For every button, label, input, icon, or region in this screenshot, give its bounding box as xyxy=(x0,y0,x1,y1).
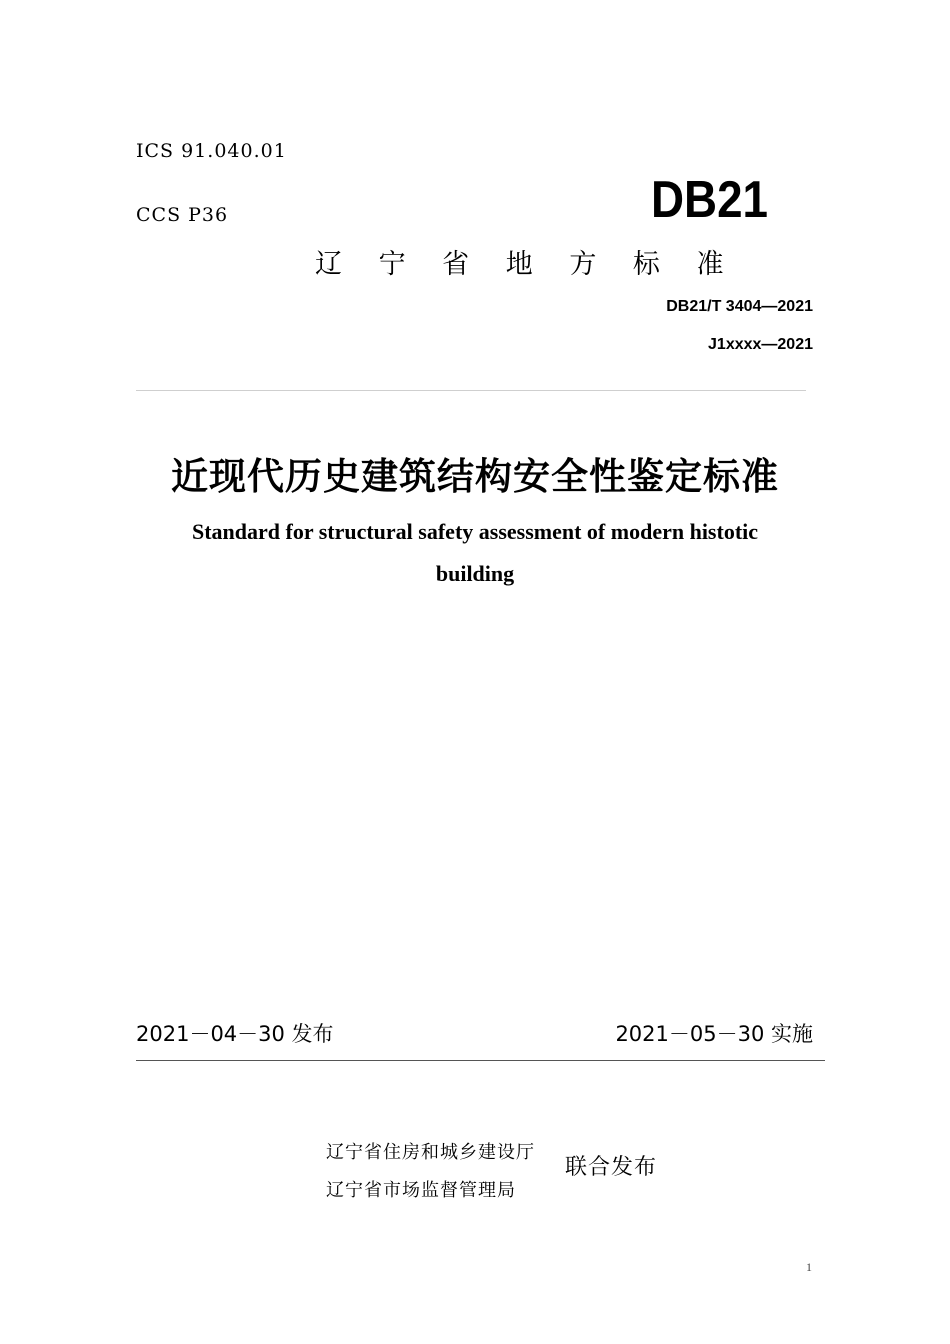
document-title-english-line1: Standard for structural safety assessment of modern histotic xyxy=(191,519,759,544)
page-number: 1 xyxy=(806,1260,812,1274)
record-number: J1xxxx—2021 xyxy=(708,336,813,353)
joint-publication-label: 联合发布 xyxy=(565,1155,658,1180)
ccs-code: CCS P36 xyxy=(136,204,229,226)
province-standard-label: 辽 宁 省 地 方 标 准 xyxy=(315,249,738,280)
header-divider xyxy=(136,390,806,391)
issue-date: 2021－04－30 发布 xyxy=(136,1022,334,1046)
publisher-market-regulation: 辽宁省市场监督管理局 xyxy=(326,1180,516,1201)
publisher-housing-department: 辽宁省住房和城乡建设厅 xyxy=(326,1142,535,1163)
standard-number: DB21/T 3404—2021 xyxy=(666,298,813,315)
document-title-english-line2: building xyxy=(435,561,515,586)
document-title-chinese: 近现代历史建筑结构安全性鉴定标准 xyxy=(171,455,779,498)
ics-code: ICS 91.040.01 xyxy=(136,140,287,162)
db21-logo: DB21 xyxy=(651,171,768,229)
implementation-date: 2021－05－30 实施 xyxy=(615,1022,813,1046)
dates-divider xyxy=(136,1060,825,1061)
